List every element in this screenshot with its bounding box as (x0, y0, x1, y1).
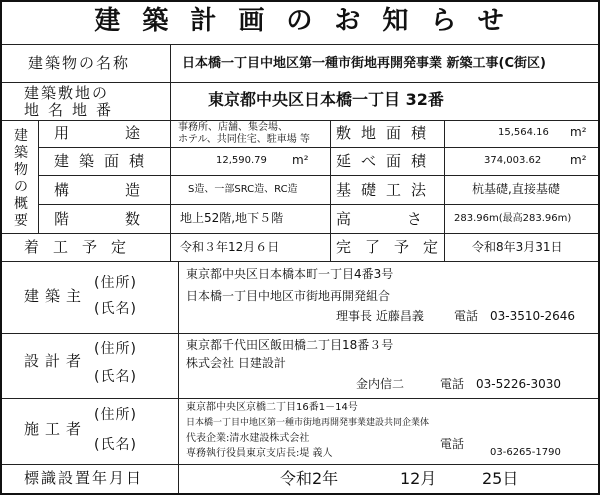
foundation-label: 基礎工法 (336, 181, 437, 199)
owner-representative: 理事長 近藤昌義 (336, 309, 424, 323)
contractor-name: 日本橋一丁目中地区第一種市街地再開発事業建設共同企業体 (186, 418, 430, 428)
site-area-value: 15,564.16 (498, 127, 549, 138)
building-area-label: 建築面積 (54, 152, 155, 170)
divider (38, 204, 598, 205)
divider (330, 120, 331, 261)
use-value-line2: ホテル、共同住宅、駐車場 等 (178, 134, 310, 145)
use-label: 用途 (54, 124, 197, 142)
designer-address-label: (住所) (94, 341, 137, 357)
designer-name-label: (氏名) (94, 369, 137, 385)
divider (2, 261, 598, 262)
posting-month: 12月 (400, 469, 437, 488)
page-title: 建築計画のお知らせ (94, 6, 526, 36)
designer-role-label: 設計者 (24, 352, 88, 370)
posting-date-label: 標識設置年月日 (24, 469, 144, 487)
divider (38, 147, 598, 148)
start-label: 着工予定 (24, 238, 141, 256)
contractor-representative: 専務執行役員東京支店長:堤 義人 (186, 448, 333, 459)
structure-value: S造、一部SRC造、RC造 (188, 184, 298, 195)
owner-name-label: (氏名) (94, 301, 137, 317)
contractor-address-label: (住所) (94, 407, 137, 423)
designer-representative: 金内信二 (356, 377, 405, 391)
contractor-phone-label: 電話 (440, 437, 465, 451)
site-label-line1: 建築敷地の (24, 84, 110, 102)
posting-day: 25日 (482, 469, 519, 488)
owner-name: 日本橋一丁目中地区市街地再開発組合 (186, 289, 391, 303)
building-area-unit: m² (292, 153, 309, 167)
divider (2, 233, 598, 234)
owner-address: 東京都中央区日本橋本町一丁目4番3号 (186, 267, 394, 281)
total-floor-area-label: 延べ面積 (336, 152, 437, 170)
contractor-name-label: (氏名) (94, 437, 137, 453)
divider (38, 175, 598, 176)
use-value-line1: 事務所、店舗、集会場、 (178, 122, 288, 133)
total-floor-area-value: 374,003.62 (484, 155, 542, 166)
designer-name: 株式会社 日建設計 (186, 356, 286, 370)
divider (170, 233, 171, 261)
divider (2, 333, 598, 334)
site-label-line2: 地名地番 (24, 101, 121, 119)
designer-phone-label: 電話 (440, 377, 465, 391)
finish-label: 完了予定 (336, 238, 453, 256)
total-floor-area-unit: m² (570, 153, 587, 167)
finish-value: 令和8年3月31日 (472, 240, 563, 254)
divider (2, 464, 598, 465)
designer-address: 東京都千代田区飯田橋二丁目18番３号 (186, 338, 394, 352)
divider (178, 261, 179, 464)
divider (178, 464, 179, 493)
start-value: 令和３年12月６日 (180, 240, 280, 254)
divider (2, 120, 598, 121)
contractor-phone: 03-6265-1790 (490, 447, 561, 458)
floors-value: 地上52階,地下５階 (180, 211, 284, 225)
overview-vertical-label: 建築物の概要 (14, 128, 28, 229)
building-area-value: 12,590.79 (216, 155, 267, 166)
divider (2, 398, 598, 399)
height-value: 283.96m(最高283.96m) (454, 213, 572, 224)
site-address-value: 東京都中央区日本橋一丁目 32番 (208, 90, 444, 109)
building-name-value: 日本橋一丁目中地区第一種市街地再開発事業 新築工事(C街区) (182, 56, 546, 71)
divider (2, 44, 598, 45)
owner-address-label: (住所) (94, 275, 137, 291)
divider (170, 44, 171, 120)
site-area-unit: m² (570, 125, 587, 139)
owner-phone: 03-3510-2646 (490, 309, 576, 323)
foundation-value: 杭基礎,直接基礎 (472, 182, 560, 196)
contractor-role-label: 施工者 (24, 420, 88, 438)
divider (2, 82, 598, 83)
height-label: 高さ (336, 210, 479, 228)
building-name-label: 建築物の名称 (28, 54, 131, 72)
designer-phone: 03-5226-3030 (476, 377, 562, 391)
owner-phone-label: 電話 (454, 309, 479, 323)
floors-label: 階数 (54, 210, 197, 228)
contractor-address: 東京都中央区京橋二丁目16番1－14号 (186, 402, 358, 413)
site-area-label: 敷地面積 (336, 124, 437, 142)
structure-label: 構造 (54, 181, 197, 199)
owner-role-label: 建築主 (24, 287, 88, 305)
contractor-company: 代表企業:清水建設株式会社 (186, 433, 310, 444)
divider (38, 120, 39, 233)
posting-era-year: 令和2年 (280, 469, 339, 488)
